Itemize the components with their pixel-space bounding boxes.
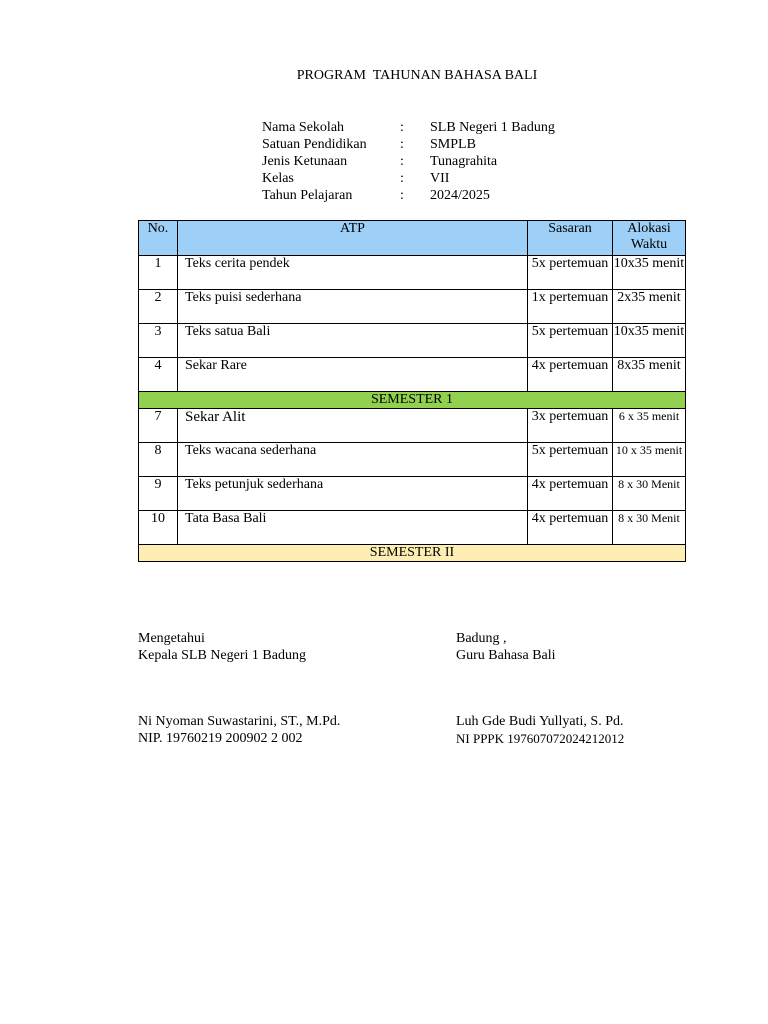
info-row-year: [262, 187, 555, 204]
signature-left-nip: NIP. 19760219 200902 2 002: [138, 731, 303, 746]
signature-left-heading: [138, 630, 306, 664]
header-atp: ATP: [178, 221, 528, 256]
info-row-class: [262, 170, 555, 187]
cell-sasaran: 4x pertemuan: [528, 358, 613, 392]
cell-sasaran: 4x pertemuan: [528, 477, 613, 511]
cell-no: 3: [139, 324, 178, 358]
info-row-school: [262, 119, 555, 136]
cell-alokasi: 2x35 menit: [613, 290, 686, 324]
info-value: VII: [430, 171, 450, 186]
cell-atp: Teks satua Bali: [178, 324, 528, 358]
program-table: [138, 220, 686, 562]
semester-2-label: SEMESTER II: [139, 545, 686, 562]
signature-right-line2: Guru Bahasa Bali: [456, 648, 556, 663]
cell-atp: Teks wacana sederhana: [178, 443, 528, 477]
cell-sasaran: 1x pertemuan: [528, 290, 613, 324]
info-colon: :: [400, 171, 404, 186]
cell-no: 2: [139, 290, 178, 324]
table-row: [139, 511, 686, 545]
cell-sasaran: 5x pertemuan: [528, 256, 613, 290]
info-colon: :: [400, 154, 404, 169]
table-row: [139, 443, 686, 477]
info-value: 2024/2025: [430, 188, 490, 203]
cell-no: 9: [139, 477, 178, 511]
cell-atp: Teks cerita pendek: [178, 256, 528, 290]
info-row-unit: [262, 136, 555, 153]
info-label: Nama Sekolah: [262, 120, 345, 135]
table-row: [139, 358, 686, 392]
info-colon: :: [400, 188, 404, 203]
cell-alokasi: 10x35 menit: [613, 324, 686, 358]
signature-left-line1: Mengetahui: [138, 631, 205, 646]
info-label: Jenis Ketunaan: [262, 154, 348, 169]
cell-atp: Teks puisi sederhana: [178, 290, 528, 324]
info-value: SMPLB: [430, 137, 476, 152]
semester-1-label: SEMESTER 1: [139, 392, 686, 409]
signature-left-name: Ni Nyoman Suwastarini, ST., M.Pd.: [138, 714, 341, 729]
signature-right-nip: NI PPPK 197607072024212012: [456, 731, 625, 746]
cell-sasaran: 5x pertemuan: [528, 443, 613, 477]
cell-atp: Tata Basa Bali: [178, 511, 528, 545]
cell-sasaran: 3x pertemuan: [528, 409, 613, 443]
cell-no: 4: [139, 358, 178, 392]
signature-right-identity: [456, 713, 624, 747]
school-info: [262, 119, 555, 204]
table-row: [139, 290, 686, 324]
semester-1-row: [139, 392, 686, 409]
table-row: [139, 324, 686, 358]
info-value: Tunagrahita: [430, 154, 498, 169]
header-sasaran: Sasaran: [528, 221, 613, 256]
signature-right-heading: [456, 630, 556, 664]
cell-alokasi: 6 x 35 menit: [613, 409, 686, 443]
signature-right-name: Luh Gde Budi Yullyati, S. Pd.: [456, 714, 624, 729]
table-row: [139, 256, 686, 290]
table-row: [139, 477, 686, 511]
cell-sasaran: 4x pertemuan: [528, 511, 613, 545]
cell-atp: Teks petunjuk sederhana: [178, 477, 528, 511]
cell-alokasi: 8 x 30 Menit: [613, 477, 686, 511]
cell-alokasi: 8 x 30 Menit: [613, 511, 686, 545]
info-value: SLB Negeri 1 Badung: [430, 120, 555, 135]
cell-alokasi: 8x35 menit: [613, 358, 686, 392]
semester-2-row: [139, 545, 686, 562]
info-colon: :: [400, 137, 404, 152]
info-colon: :: [400, 120, 404, 135]
cell-no: 1: [139, 256, 178, 290]
cell-alokasi: 10x35 menit: [613, 256, 686, 290]
document-title: PROGRAM TAHUNAN BAHASA BALI: [296, 68, 538, 83]
signature-left-identity: [138, 713, 340, 747]
cell-atp: Sekar Rare: [178, 358, 528, 392]
cell-no: 10: [139, 511, 178, 545]
info-label: Kelas: [262, 171, 294, 186]
table-row: [139, 409, 686, 443]
cell-sasaran: 5x pertemuan: [528, 324, 613, 358]
header-no: No.: [139, 221, 178, 256]
cell-no: 8: [139, 443, 178, 477]
signature-left-line2: Kepala SLB Negeri 1 Badung: [138, 648, 306, 663]
info-label: Satuan Pendidikan: [262, 137, 367, 152]
signature-right-line1: Badung ,: [456, 631, 507, 646]
info-row-disability: [262, 153, 555, 170]
info-label: Tahun Pelajaran: [262, 188, 353, 203]
cell-alokasi: 10 x 35 menit: [613, 443, 686, 477]
table-header-row: [139, 221, 686, 256]
cell-no: 7: [139, 409, 178, 443]
cell-atp: Sekar Alit: [178, 409, 528, 443]
header-alokasi: Alokasi Waktu: [613, 221, 686, 256]
